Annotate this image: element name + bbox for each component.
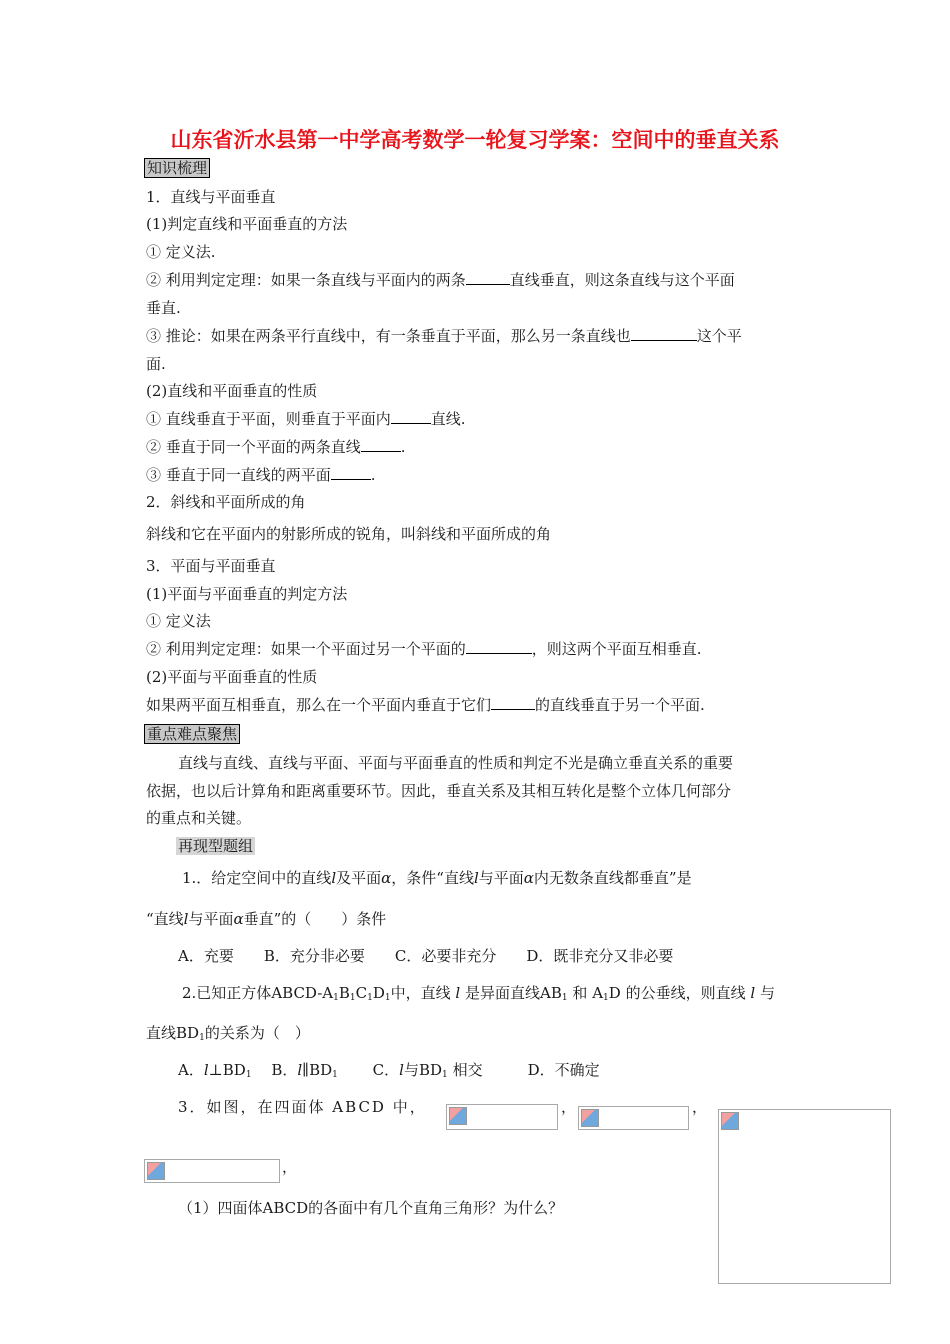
text: “直线	[146, 910, 184, 928]
section-tag-review: 再现型题组	[178, 837, 254, 855]
var-l: l	[750, 984, 756, 1002]
text: 相交	[452, 1061, 483, 1079]
text: 如果两平面互相垂直，那么在一个平面内垂直于它们	[146, 696, 492, 714]
text: ③ 垂直于同一直线的两平面	[146, 466, 331, 484]
text: 的直线垂直于另一个平面.	[535, 696, 705, 714]
answer-blank	[631, 326, 697, 341]
text: A．	[178, 1061, 204, 1079]
text: 2.已知正方体	[182, 984, 272, 1002]
text: ② 垂直于同一个平面的两条直线	[146, 438, 361, 456]
question-1-cont	[146, 909, 386, 929]
s1-1b	[146, 270, 735, 290]
var-l: l	[399, 1061, 404, 1079]
text: .	[400, 438, 406, 456]
text: 直线.	[430, 410, 466, 428]
text: 与平面	[188, 910, 234, 928]
s3-1b	[146, 639, 702, 659]
text: 的公垂线，则直线	[625, 984, 746, 1002]
text: ① 直线垂直于平面，则垂直于平面内	[146, 410, 391, 428]
s1-2: (2)直线和平面垂直的性质	[146, 382, 318, 400]
text: 和	[572, 984, 588, 1002]
text: .	[370, 466, 376, 484]
s1-2b	[146, 437, 406, 457]
text: 垂直”的（ ）条件	[243, 910, 387, 928]
var-l: l	[473, 869, 479, 887]
answer-blank	[466, 639, 532, 654]
s1-1a: ① 定义法.	[146, 243, 216, 261]
text: 1.．给定空间中的直线	[182, 869, 332, 887]
var-l: l	[331, 869, 337, 887]
image-placeholder-icon	[581, 1109, 599, 1127]
answer-blank	[331, 465, 371, 480]
s1-1c-cont: 面.	[146, 355, 166, 373]
comma: ，	[282, 1158, 298, 1176]
text: C．	[372, 1061, 400, 1079]
tetrahedron-figure	[718, 1109, 891, 1284]
s2-heading: 2．斜线和平面所成的角	[146, 493, 306, 511]
text: 的关系为（ ）	[204, 1024, 310, 1042]
s1-1b-cont: 垂直.	[146, 299, 181, 317]
text: 内无数条直线都垂直”是	[533, 869, 692, 887]
text: 这个平	[696, 327, 742, 345]
text: B．	[271, 1061, 298, 1079]
text: 与平面	[478, 869, 524, 887]
comma: ，	[561, 1098, 577, 1116]
text: 直线	[146, 1024, 177, 1042]
comma: ，	[692, 1098, 708, 1116]
s3-1: (1)平面与平面垂直的判定方法	[146, 585, 348, 603]
var-l: l	[297, 1061, 303, 1079]
focus-line-1: 直线与直线、直线与平面、平面与平面垂直的性质和判定不光是确立垂直关系的重要	[178, 754, 734, 772]
text: 与	[759, 984, 775, 1002]
question-2: 2.已知正方体ABCD-$A_1B_1C_1D_1$中，直线 l 是异面直线$AB_1$ 和 $A_1D$ 的公垂线，则直线 l 与	[182, 984, 775, 1003]
focus-line-2: 依据，也以后计算角和距离重要环节。因此，垂直关系及其相互转化是整个立体几何部分	[146, 782, 732, 800]
answer-blank	[361, 437, 401, 452]
image-placeholder-icon	[721, 1112, 739, 1130]
s1-1c	[146, 326, 742, 346]
text: ，条件“直线	[391, 869, 474, 887]
text: 及平面	[336, 869, 382, 887]
page-title: 山东省沂水县第一中学高考数学一轮复习学案：空间中的垂直关系	[170, 128, 780, 152]
s3-2a	[146, 695, 705, 715]
text: D．不确定	[527, 1061, 600, 1079]
text: 与	[403, 1061, 419, 1079]
s1-2a	[146, 409, 466, 429]
section-tag-knowledge: 知识梳理	[144, 158, 210, 178]
var-l: l	[203, 1061, 209, 1079]
condition-image-3	[144, 1159, 280, 1183]
focus-line-3: 的重点和关键。	[146, 809, 252, 827]
s3-heading: 3．平面与平面垂直	[146, 557, 276, 575]
var-l: l	[183, 910, 189, 928]
text: ② 利用判定定理：如果一个平面过另一个平面的	[146, 640, 466, 658]
question-3-part-1: （1）四面体ABCD的各面中有几个直角三角形？为什么？	[178, 1199, 564, 1217]
answer-blank	[466, 270, 510, 285]
section-tag-focus: 重点难点聚焦	[144, 724, 240, 744]
s3-2: (2)平面与平面垂直的性质	[146, 668, 318, 686]
condition-image-1	[446, 1104, 558, 1130]
text: ③ 推论：如果在两条平行直线中，有一条垂直于平面，那么另一条直线也	[146, 327, 631, 345]
question-3: 3．如图，在四面体 ABCD 中，	[178, 1098, 427, 1116]
var-alpha: α	[523, 869, 534, 887]
question-1-options: A．充要 B．充分非必要 C．必要非充分 D．既非充分又非必要	[178, 947, 674, 965]
question-2-cont: 直线$BD_1$的关系为（ ）	[146, 1024, 310, 1043]
var-alpha: α	[381, 869, 392, 887]
s1-heading: 1．直线与平面垂直	[146, 188, 276, 206]
var-l: l	[455, 984, 461, 1002]
answer-blank	[491, 695, 535, 710]
text: ② 利用判定定理：如果一条直线与平面内的两条	[146, 271, 466, 289]
s1-1: (1)判定直线和平面垂直的方法	[146, 215, 348, 233]
var-alpha: α	[233, 910, 244, 928]
text: 直线垂直，则这条直线与这个平面	[509, 271, 735, 289]
text: 中，直线	[390, 984, 451, 1002]
image-placeholder-icon	[449, 1107, 467, 1125]
question-2-options: A．$l\perp BD_1$ B．$l\parallel BD_1$ C．l与$BD_1$ 相交 D．不确定	[178, 1061, 600, 1080]
s2-text: 斜线和它在平面内的射影所成的锐角，叫斜线和平面所成的角	[146, 525, 552, 543]
image-placeholder-icon	[147, 1162, 165, 1180]
answer-blank	[391, 409, 431, 424]
s3-1a: ① 定义法	[146, 612, 211, 630]
s1-2c	[146, 465, 376, 485]
question-1	[182, 868, 692, 888]
text: ，则这两个平面互相垂直.	[531, 640, 702, 658]
text: 是异面直线	[465, 984, 541, 1002]
condition-image-2	[578, 1106, 689, 1130]
